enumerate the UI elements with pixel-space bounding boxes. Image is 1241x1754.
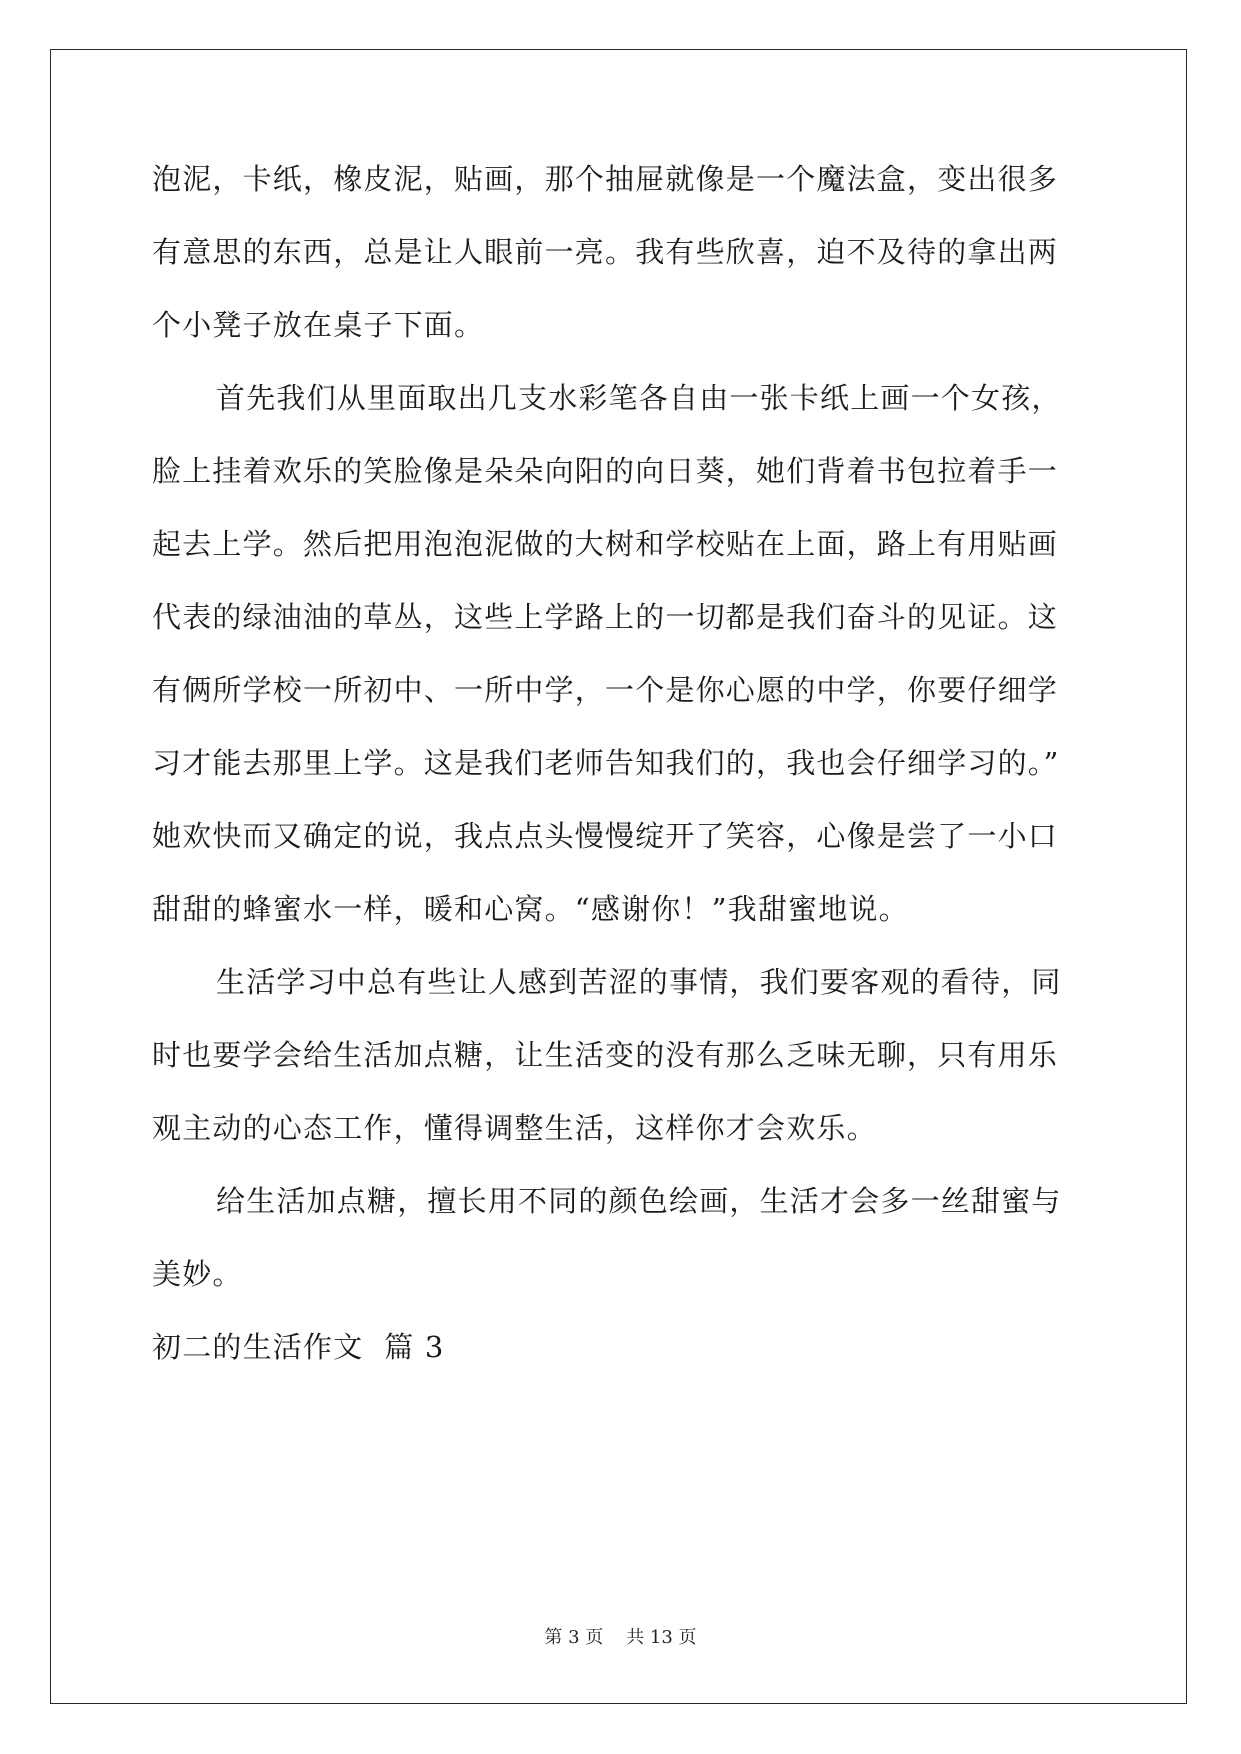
paragraph-start-line: 首先我们从里面取出几支水彩笔各自由一张卡纸上画一个女孩， [216,381,1062,415]
text-line: 观主动的心态工作，懂得调整生活，这样你才会欢乐。 [152,1111,877,1145]
text-line: 美妙。 [152,1257,243,1291]
paragraph-start-line: 生活学习中总有些让人感到苦涩的事情，我们要客观的看待，同 [216,965,1062,999]
text-line: 习才能去那里上学。这是我们老师告知我们的，我也会仔细学习的。” [152,746,1060,780]
text-line: 泡泥，卡纸，橡皮泥，贴画，那个抽屉就像是一个魔法盒，变出很多 [152,162,1059,196]
text-line: 有俩所学校一所初中、一所中学，一个是你心愿的中学，你要仔细学 [152,673,1059,707]
text-line: 起去上学。然后把用泡泡泥做的大树和学校贴在上面，路上有用贴画 [152,527,1059,561]
text-line: 个小凳子放在桌子下面。 [152,308,485,342]
text-line: 脸上挂着欢乐的笑脸像是朵朵向阳的向日葵，她们背着书包拉着手一 [152,454,1059,488]
text-line: 甜甜的蜂蜜水一样，暖和心窝。“感谢你！”我甜蜜地说。 [152,892,909,926]
text-line: 有意思的东西，总是让人眼前一亮。我有些欣喜，迫不及待的拿出两 [152,235,1059,269]
text-line: 她欢快而又确定的说，我点点头慢慢绽开了笑容，心像是尝了一小口 [152,819,1059,853]
text-line: 代表的绿油油的草丛，这些上学路上的一切都是我们奋斗的见证。这 [152,600,1059,634]
paragraph-start-line: 给生活加点糖，擅长用不同的颜色绘画，生活才会多一丝甜蜜与 [216,1184,1062,1218]
section-heading: 初二的生活作文 篇 3 [152,1330,445,1364]
page-number-footer: 第 3 页 共 13 页 [544,1627,697,1648]
text-line: 时也要学会给生活加点糖，让生活变的没有那么乏味无聊，只有用乐 [152,1038,1059,1072]
page-border [50,49,1187,1704]
